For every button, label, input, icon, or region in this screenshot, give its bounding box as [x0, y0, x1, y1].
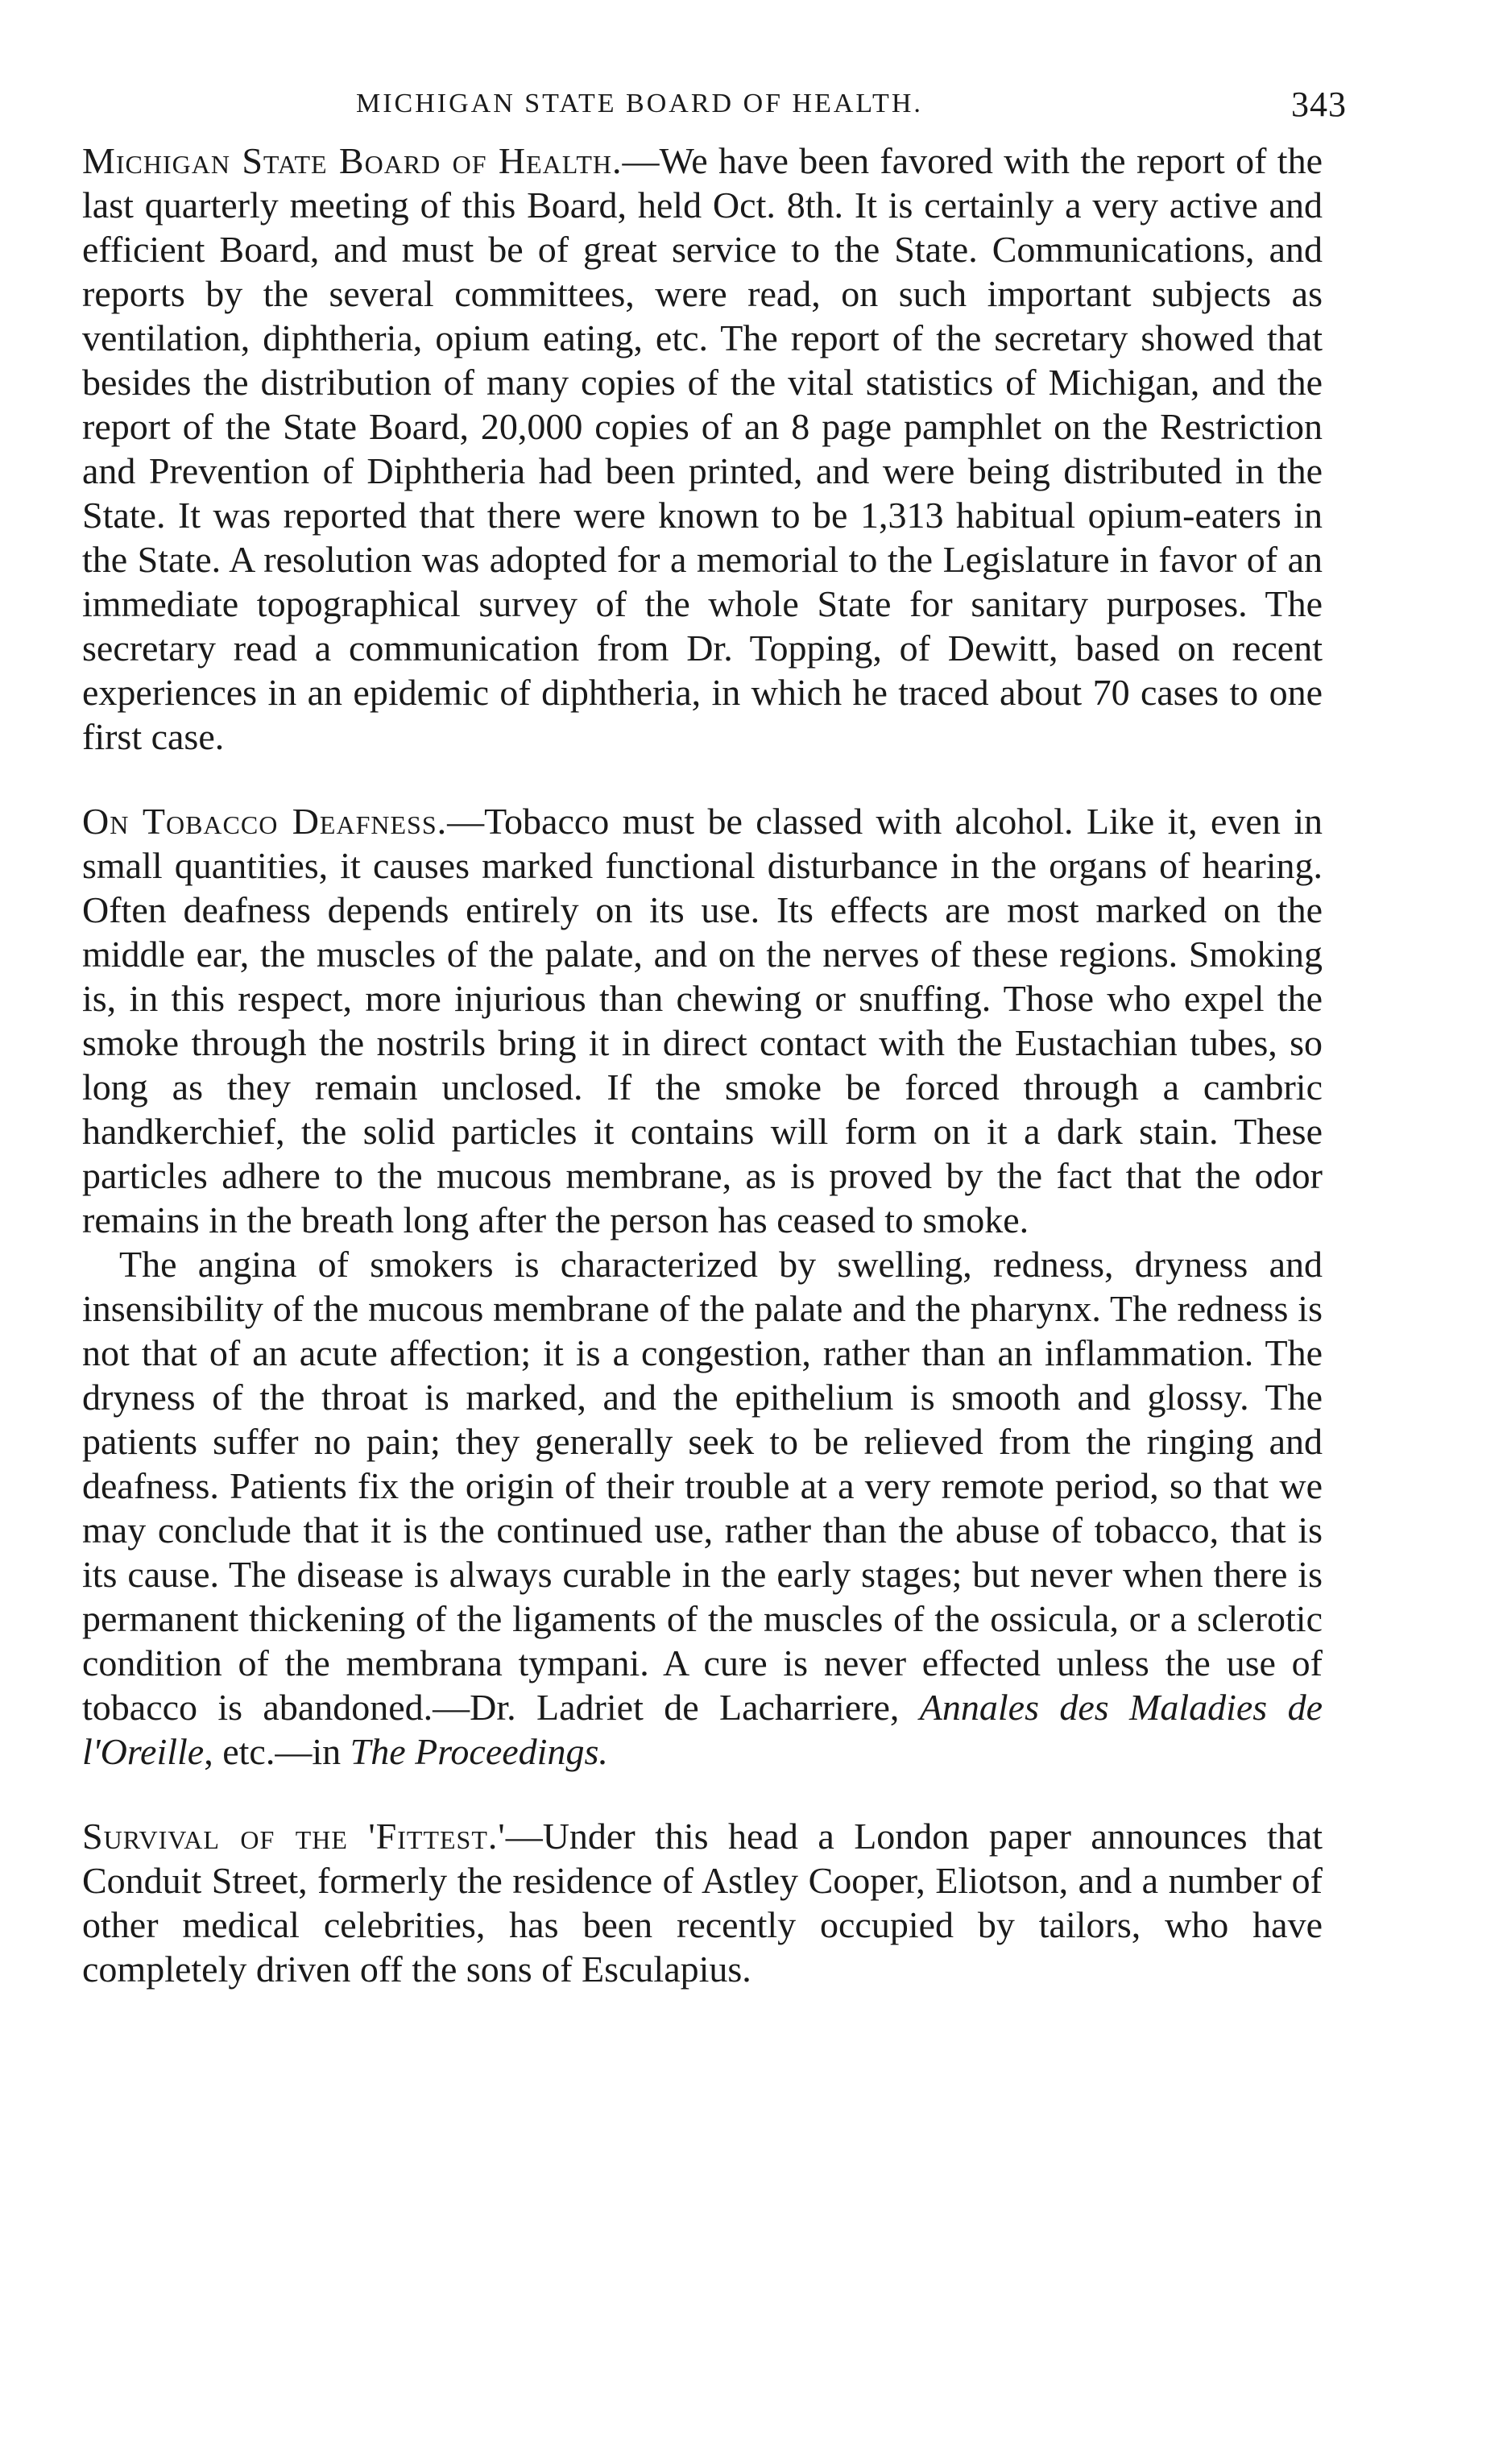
- citation-source: The Proceedings.: [350, 1731, 608, 1772]
- article-survival-fittest: [82, 1814, 1323, 1991]
- article-tobacco-deafness: [82, 799, 1323, 1242]
- running-head-title: MICHIGAN STATE BOARD OF HEALTH.: [356, 89, 923, 118]
- article-body: —Under this head a London paper announces that Conduit Street, formerly the residence of Astley Cooper, Eliotson, and a number of other medical celebrities, has been recently occupied by tailors, who have completely driven off the sons of Esculapius.: [82, 1816, 1323, 1990]
- citation-journal: Annales des Maladies de l'Oreille: [82, 1687, 1323, 1772]
- running-head: [82, 81, 1347, 139]
- article-body: —We have been favored with the report of the last quarterly meeting of this Board, held Oct. 8th. It is certainly a very active and efficient Board, and must be of great service to the State. Communications, and reports by the several committees, were read, on such important subjects as ventilation, diphtheria, opium eating, etc. The report of the secretary showed that besides the distribution of many copies of the vital statistics of Michigan, and the report of the State Board, 20,000 copies of an 8 page pamphlet on the Restriction and Prevention of Diphtheria had been printed, and were being distributed in the State. It was reported that there were known to be 1,313 habitual opium-eaters in the State. A resolution was adopted for a memorial to the Legislature in favor of an immediate topographical survey of the whole State for sanitary purposes. The secretary read a communication from Dr. Topping, of Dewitt, based on recent experiences in an epidemic of diphtheria, in which he traced about 70 cases to one first case.: [82, 140, 1323, 757]
- article-heading: Michigan State Board of Health.: [82, 140, 623, 181]
- article-tobacco-deafness-continued: [82, 1242, 1323, 1774]
- page-number: 343: [1291, 85, 1347, 124]
- article-heading: On Tobacco Deafness.: [82, 801, 448, 842]
- article-body: —Tobacco must be classed with alcohol. Like it, even in small quantities, it causes marked functional disturbance in the organs of hearing. Often deafness depends entirely on its use. Its effects are most marked on the middle ear, the muscles of the palate, and on the nerves of these regions. Smoking is, in this respect, more injurious than chewing or snuffing. Those who expel the smoke through the nostrils bring it in direct contact with the Eustachian tubes, so long as they remain unclosed. If the smoke be forced through a cambric handkerchief, the solid particles it contains will form on it a dark stain. These particles adhere to the mucous membrane, as is proved by the fact that the odor remains in the breath long after the person has ceased to smoke.: [82, 801, 1323, 1240]
- page: [82, 81, 1347, 1991]
- citation-mid: , etc.—in: [204, 1731, 350, 1772]
- article-body: The angina of smokers is characterized by swelling, redness, dryness and insensibility of the mucous membrane of the palate and the pharynx. The redness is not that of an acute affection; it is a congestion, rather than an inflammation. The dryness of the throat is marked, and the epithelium is smooth and glossy. The patients suffer no pain; they generally seek to be relieved from the ringing and deafness. Patients fix the origin of their trouble at a very remote period, so that we may conclude that it is the continued use, rather than the abuse of tobacco, that is its cause. The disease is always curable in the early stages; but never when there is permanent thickening of the ligaments of the muscles of the ossicula, or a sclerotic condition of the membrana tympani. A cure is never effected unless the use of tobacco is abandoned.—Dr. Ladriet de Lacharriere,: [82, 1244, 1323, 1728]
- article-heading: Survival of the 'Fittest.': [82, 1816, 506, 1857]
- article-michigan-board: [82, 139, 1323, 759]
